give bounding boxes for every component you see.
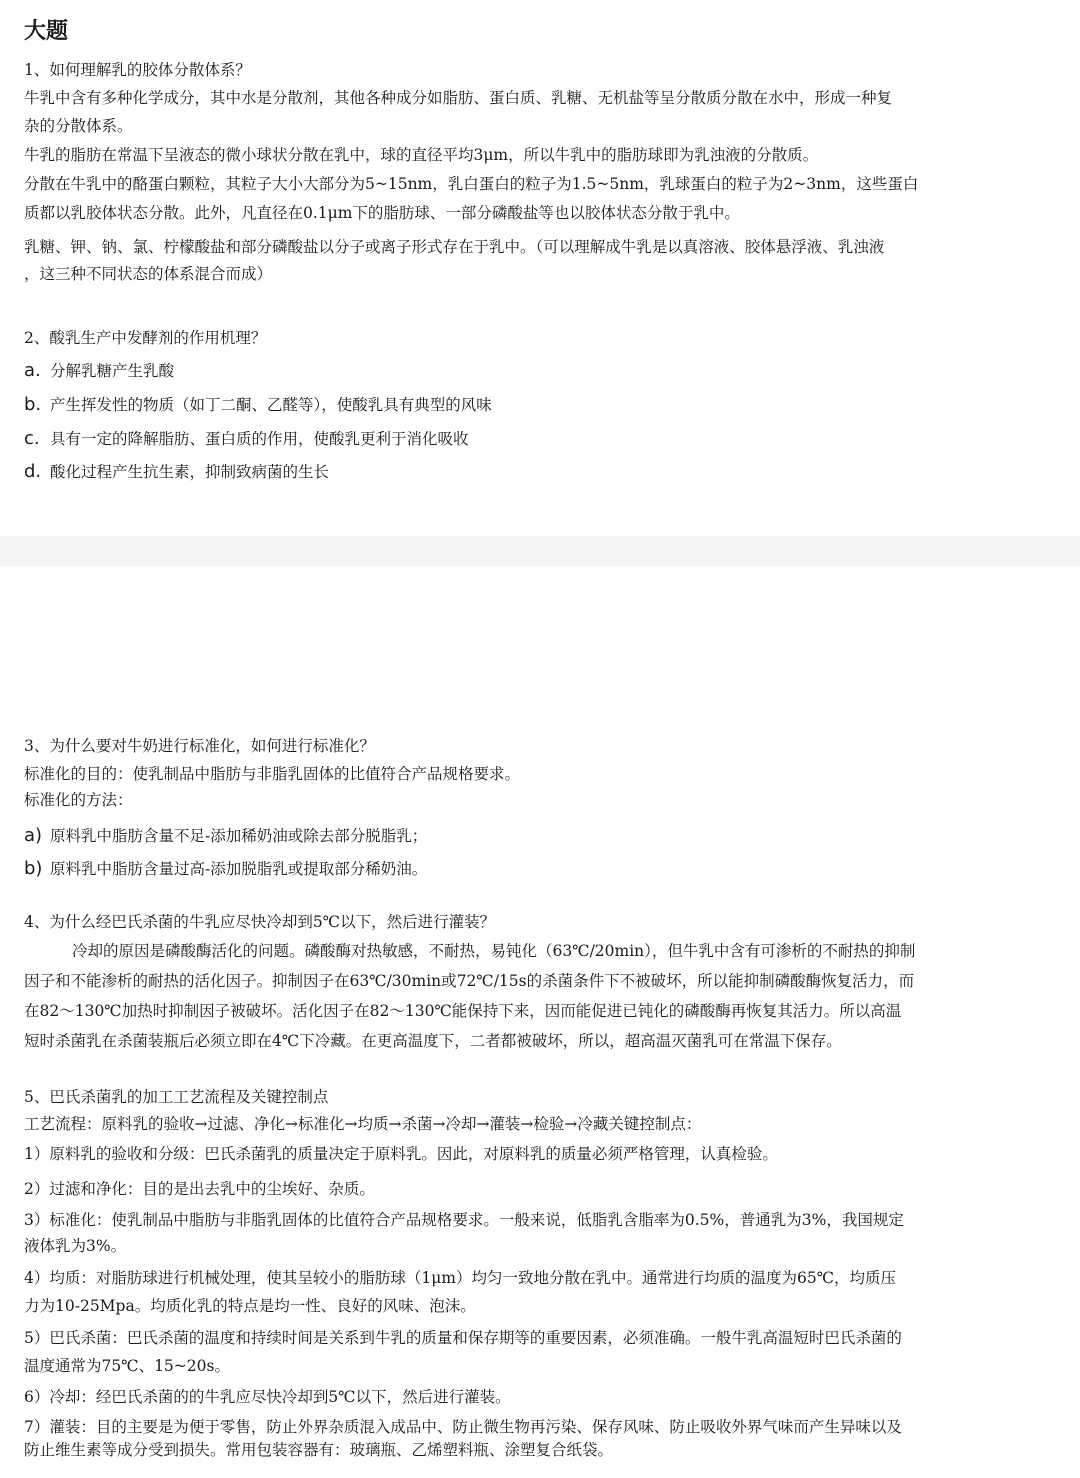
document-page-2 bbox=[0, 566, 1080, 1478]
answer-1-line: 杂的分散体系。 bbox=[24, 117, 133, 135]
list-marker: a. bbox=[24, 360, 41, 381]
list-item bbox=[24, 859, 1034, 879]
answer-4-line: 短时杀菌乳在杀菌装瓶后必须立即在4℃下冷藏。在更高温度下，二者都被破坏，所以，超高温灭菌乳可在常温下保存。 bbox=[24, 1032, 842, 1050]
answer-5-line: 7）灌装：目的主要是为便于零售，防止外界杂质混入成品中、防止微生物再污染、保存风味、防止吸收外界气味而产生异味以及 bbox=[24, 1418, 902, 1436]
answer-5-line: 工艺流程：原料乳的验收→过滤、净化→标准化→均质→杀菌→冷却→灌装→检验→冷藏关键控制点： bbox=[24, 1115, 702, 1133]
list-item bbox=[24, 826, 1034, 846]
answer-1-line: 分散在牛乳中的酪蛋白颗粒，其粒子大小大部分为5~15nm，乳白蛋白的粒子为1.5~5nm，乳球蛋白的粒子为2~3nm，这些蛋白 bbox=[24, 175, 919, 193]
answer-1-line: 牛乳中含有多种化学成分，其中水是分散剂，其他各种成分如脂肪、蛋白质、乳糖、无机盐等呈分散质分散在水中，形成一种复 bbox=[24, 89, 893, 107]
list-item-text: 具有一定的降解脂肪、蛋白质的作用，使酸乳更利于消化吸收 bbox=[50, 430, 469, 448]
answer-5-line: 防止维生素等成分受到损失。常用包装容器有：玻璃瓶、乙烯塑料瓶、涂塑复合纸袋。 bbox=[24, 1441, 614, 1459]
list-item-text: 产生挥发性的物质（如丁二酮、乙醛等），使酸乳具有典型的风味 bbox=[50, 396, 492, 414]
list-item-text: 酸化过程产生抗生素，抑制致病菌的生长 bbox=[50, 463, 330, 481]
answer-4-line: 在82～130℃加热时抑制因子被破坏。活化因子在82～130℃能保持下来，因而能促进已钝化的磷酸酶再恢复其活力。所以高温 bbox=[24, 1002, 902, 1020]
list-item bbox=[24, 462, 1034, 482]
question-3-heading: 3、为什么要对牛奶进行标准化，如何进行标准化？ bbox=[24, 737, 375, 755]
answer-5-line: 5）巴氏杀菌：巴氏杀菌的温度和持续时间是关系到牛乳的质量和保存期等的重要因素，必须准确。一般牛乳高温短时巴氏杀菌的 bbox=[24, 1329, 902, 1347]
list-item-text: 原料乳中脂肪含量过高-添加脱脂乳或提取部分稀奶油。 bbox=[50, 860, 428, 878]
answer-5-line: 4）均质：对脂肪球进行机械处理，使其呈较小的脂肪球（1μm）均匀一致地分散在乳中。通常进行均质的温度为65℃，均质压 bbox=[24, 1269, 897, 1287]
answer-5-line: 力为10-25Mpa。均质化乳的特点是均一性、良好的风味、泡沫。 bbox=[24, 1297, 476, 1315]
list-item bbox=[24, 395, 1034, 415]
list-item bbox=[24, 361, 1034, 381]
question-2-heading: 2、酸乳生产中发酵剂的作用机理？ bbox=[24, 329, 267, 347]
document-page-1 bbox=[0, 0, 1080, 536]
answer-5-line: 6）冷却：经巴氏杀菌的的牛乳应尽快冷却到5℃以下，然后进行灌装。 bbox=[24, 1388, 511, 1406]
list-marker: d. bbox=[24, 461, 42, 482]
answer-1-line: 乳糖、钾、钠、氯、柠檬酸盐和部分磷酸盐以分子或离子形式存在于乳中。（可以理解成牛乳是以真溶液、胶体悬浮液、乳浊液 bbox=[24, 238, 885, 256]
answer-1-line: 牛乳的脂肪在常温下呈液态的微小球状分散在乳中，球的直径平均3μm，所以牛乳中的脂肪球即为乳浊液的分散质。 bbox=[24, 146, 819, 164]
list-item-text: 原料乳中脂肪含量不足-添加稀奶油或除去部分脱脂乳； bbox=[50, 827, 428, 845]
question-1-heading: 1、如何理解乳的胶体分散体系？ bbox=[24, 61, 251, 79]
question-5-heading: 5、巴氏杀菌乳的加工工艺流程及关键控制点 bbox=[24, 1088, 329, 1106]
list-marker: b) bbox=[24, 858, 43, 879]
list-marker: a) bbox=[24, 825, 43, 846]
list-item-text: 分解乳糖产生乳酸 bbox=[50, 362, 175, 380]
answer-3-line: 标准化的目的：使乳制品中脂肪与非脂乳固体的比值符合产品规格要求。 bbox=[24, 765, 521, 783]
page-separator bbox=[0, 536, 1080, 566]
answer-5-line: 液体乳为3%。 bbox=[24, 1237, 127, 1255]
answer-1-line: ，这三种不同状态的体系混合而成） bbox=[24, 265, 273, 283]
list-item bbox=[24, 429, 1034, 449]
list-marker: b. bbox=[24, 394, 42, 415]
answer-4-line: 因子和不能渗析的耐热的活化因子。抑制因子在63℃/30min或72℃/15s的杀菌条件下不被破坏，所以能抑制磷酸酶恢复活力，而 bbox=[24, 972, 915, 990]
answer-5-line: 2）过滤和净化：目的是出去乳中的尘埃好、杂质。 bbox=[24, 1180, 375, 1198]
list-marker: c. bbox=[24, 428, 40, 449]
answer-1-line: 质都以乳胶体状态分散。此外，凡直径在0.1μm下的脂肪球、一部分磷酸盐等也以胶体状态分散于乳中。 bbox=[24, 204, 740, 222]
answer-5-line: 1）原料乳的验收和分级：巴氏杀菌乳的质量决定于原料乳。因此，对原料乳的质量必须严格管理，认真检验。 bbox=[24, 1145, 778, 1163]
page-title: 大题 bbox=[24, 19, 69, 44]
answer-3-line: 标准化的方法： bbox=[24, 791, 133, 809]
answer-5-line: 温度通常为75℃、15~20s。 bbox=[24, 1357, 230, 1375]
answer-5-line: 3）标准化：使乳制品中脂肪与非脂乳固体的比值符合产品规格要求。一般来说，低脂乳含脂率为0.5%，普通乳为3%，我国规定 bbox=[24, 1211, 904, 1229]
answer-4-line: 冷却的原因是磷酸酶活化的问题。磷酸酶对热敏感，不耐热，易钝化（63℃/20min），但牛乳中含有可渗析的不耐热的抑制 bbox=[72, 942, 916, 960]
question-4-heading: 4、为什么经巴氏杀菌的牛乳应尽快冷却到5℃以下，然后进行灌装？ bbox=[24, 913, 496, 931]
